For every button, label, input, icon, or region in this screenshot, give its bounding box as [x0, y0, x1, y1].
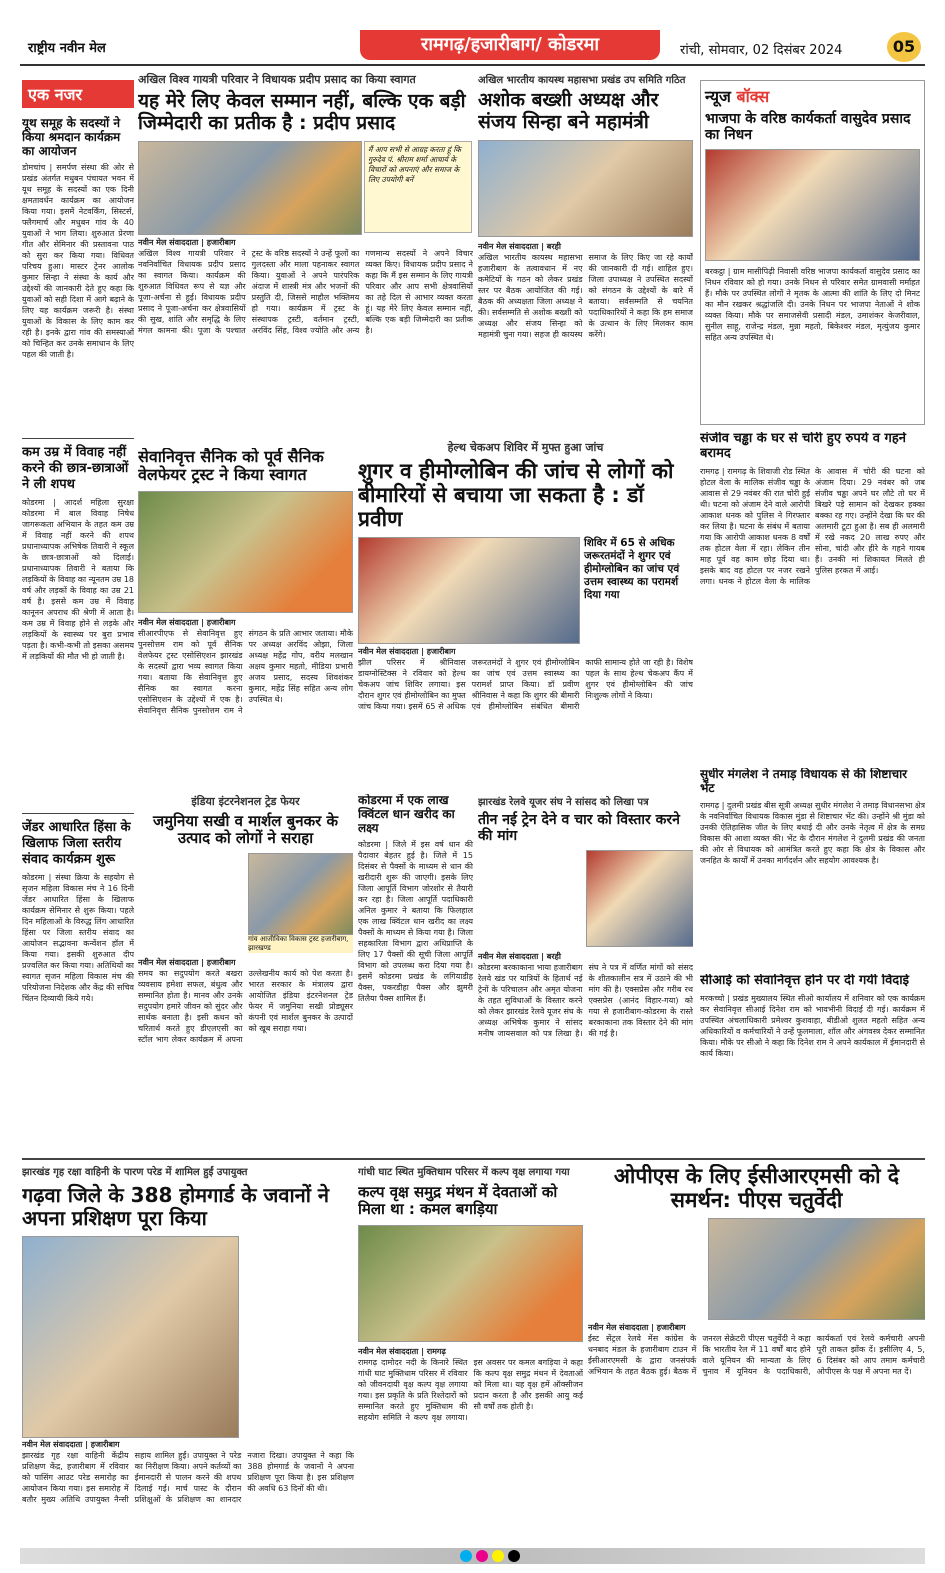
story-bullet: शिविर में 65 से अधिक जरूरतमंदों ने शुगर एवं हीमोग्लोबिन का जांच एवं उत्तम स्वास्थ्य का परामर्श दिया गया — [584, 537, 680, 602]
magenta-registration-mark — [476, 1550, 488, 1562]
story-headline: जमुनिया सखी व मार्शल बुनकर के उत्पाद को लोगों ने सराहा — [153, 812, 338, 848]
story-headline: शुगर व हीमोग्लोबिन की जांच से लोगों को बीमारियों से बचाया जा सकता है : डॉ प्रवीण — [358, 459, 674, 532]
story-photo-row — [138, 141, 473, 233]
story-text: अखिल भारतीय कायस्थ महासभा हजारीबाग के तत्वावधान में नए कमेटियों के गठन को लेकर प्रखंड स्तर पर बैठक आयोजित की गई। बैठक की अध्यक्षता जिला अध्यक्ष ने की। सर्वसम्मति से अशोक बख्शी को अध्यक्ष और संजय सिन्हा को महामंत्री चुना गया। सहज ही कायस्थ समाज के लिए किए जा रहे कार्यों की जानकारी दी गई। शाहिल हुए। जिला उपाध्यक्ष ने उपस्थित सदस्यों को संगठन के उद्देश्यों के बारे में बताया। सर्वसम्मति से चयनित पदाधिकारियों ने कहा कि हम समाज के उत्थान के लिए मिलकर काम करेंगे। — [478, 252, 693, 339]
story-kicker: झारखंड गृह रक्षा वाहिनी के पारण परेड में शामिल हुईं उपायुक्त — [22, 1167, 248, 1178]
story-text: कोडरमा | जिले में इस वर्ष धान की पैदावार बेहतर हुई है। जिले में 15 दिसंबर से पैक्सों के माध्यम से धान की खरीदारी शुरू की जाएगी। इसके लिए जिला आपूर्ति विभाग जोरशोर से तैयारी कर रहा है। जिला आपूर्ति पदाधिकारी अनिल कुमार ने बताया कि फिलहाल एक लाख क्विंटल धान खरीद का लक्ष्य पैक्सों के माध्यम से किया गया है। जिला सहकारिता विभाग द्वारा अधिप्राप्ति के लिए 17 पैक्सों की सूची जिला आपूर्ति विभाग को उपलब्ध करा दिया गया है। इसमें कोडरमा प्रखंड के लगियाडीह पैक्स, पकरडीहा पैक्स और झुमरी तिलैया पैक्स शामिल हैं। — [358, 840, 473, 1004]
sidebar-story-1 — [22, 116, 134, 432]
story-theft — [700, 432, 925, 762]
story-headline: सीआई को सेवानिवृत्त होने पर दी गयी विदाई — [700, 974, 909, 988]
story-kayastha — [478, 72, 693, 442]
story-headline: सुधीर मंगलेश ने तमाड़ विधायक से की शिष्टाचार भेंट — [700, 768, 908, 795]
story-text: झारखंड गृह रक्षा वाहिनी केंद्रीय प्रशिक्षण केंद्र, हजारीबाग में रविवार को पासिंग आउट परेड समारोह का आयोजन किया गया। इस समारोह में बतौर मुख्य अतिथि उपायुक्त नैन्सी सहाय शामिल हुईं। उपायुक्त ने परेड का निरीक्षण किया। अपने कर्तव्यों का ईमानदारी से पालन करने की शपथ दिलाई गई। मार्च पास्ट के दौरान प्रशिक्षुओं के प्रशिक्षण का शानदार नजारा दिखा। उपायुक्त ने कहा कि 388 होमगार्ड के जवानों ने अपना प्रशिक्षण पूरा किया है। इस प्रशिक्षण की अवधि 63 दिनों की थी। — [22, 1451, 354, 1504]
story-photo — [708, 1218, 925, 1320]
story-photo-row — [588, 1218, 925, 1318]
news-box-text: बरकट्ठा | ग्राम मासीपिढ़ी निवासी वरिष्ठ भाजपा कार्यकर्ता वासुदेव प्रसाद का निधन रविवार को हो गया। उनके निधन से परिवार समेत ग्रामवासी मर्माहत हैं। मौके पर उपस्थित लोगों ने मृतक के आत्मा की शांति के लिए दो मिनट का मौन रखकर श्रद्धांजलि दी। उनके निधन पर भाजपा नेताओं ने शोक व्यक्त किया। मौके पर समाजसेवी प्रसादी मंडल, उमाशंकर केजरीवाल, सुनील साहू, राजेन्द्र मंडल, मुन्ना महतो, बिकेश्वर मंडल, मृत्युंजय कुमार सहित अन्य उपस्थित थे। — [705, 267, 920, 343]
news-box-label-b: बॉक्स — [736, 87, 770, 106]
story-kalpavriksh — [358, 1164, 583, 1544]
story-photo-row — [358, 537, 693, 642]
story-headline: सेवानिवृत्त सैनिक को पूर्व सैनिक वेलफेयर ट्रस्ट ने किया स्वागत — [138, 448, 324, 485]
story-dateline: नवीन मेल संवाददाता | बरही — [478, 952, 561, 962]
story-gayatri — [138, 72, 473, 442]
story-text: समय का सदुपयोग करते बखरा व्यवसाय हमेशा सफल, बंधुत्व और सम्मानित होता है। मानव और उनके सदुपयोग हमारे जीवन को सुंदर और सार्थक बनाता है। इसी कथन को चरितार्थ करते हुए डीएलएसी का स्टॉल भाग लेकर कार्यक्रम में अपना उल्लेखनीय कार्य को पेश करता है। भारत सरकार के मंत्रालय द्वारा आयोजित इंडिया इंटरनेशनल ट्रेड फेयर में जमुनिया सखी प्रोड्यूसर कंपनी एवं मार्शल बुनकर के उत्पादों को खूब सराहा गया। — [138, 968, 353, 1044]
section-title: रामगढ़/हजारीबाग/ कोडरमा — [360, 30, 660, 60]
sidebar-label: एक नजर — [22, 80, 134, 108]
story-headline: तीन नई ट्रेन देने व चार को विस्तार करने की मांग — [478, 812, 680, 845]
sidebar-story-3 — [22, 820, 134, 1150]
story-dateline: नवीन मेल संवाददाता | हजारीबाग — [588, 1323, 686, 1333]
story-text: ईस्ट सेंट्रल रेलवे मेंस कांग्रेस के धनबाद मंडल के हजारीबाग टाउन में ईसीआरएमसी के द्वारा जनसंपर्क अभियान के तहत बैठक हुई। बैठक में जनरल सेक्रेटरी पीएस चतुर्वेदी ने कहा कि भारतीय रेल में 11 वर्षों बाद होने वाले यूनियन की मान्यता के लिए चुनाव में यूनियन के पदाधिकारी, कार्यकर्ता एवं रेलवे कर्मचारी अपनी पूरी ताकत झोंक दें। इसीलिए 4, 5, 6 दिसंबर को आप तमाम कर्मचारी ओपीएस के पक्ष में अपना मत दें। — [588, 1334, 925, 1377]
photo-caption: मैं आप सभी से आग्रह करता हूं कि गुरुदेव पं. श्रीराम शर्मा आचार्य के विचारों को अपनाएं और समाज के लिए उपयोगी बनें — [364, 141, 472, 233]
story-dateline: नवीन मेल संवाददाता | हजारीबाग — [138, 237, 236, 247]
story-kicker: हेल्थ चेकअप शिविर में मुफ्त हुआ जांच — [447, 441, 604, 454]
story-photo — [478, 140, 693, 237]
story-photo — [138, 141, 362, 235]
story-text: रामगढ़ दामोदर नदी के किनारे स्थित गांधी घाट मुक्तिधाम परिसर में रविवार को जीवनदायी वृक्ष कल्प वृक्ष लगाया गया। इस प्रकृति के प्रति रिश्तेदारों को सम्मानित करते हुए मुक्तिधाम की सहयोग समिति ने कल्प वृक्ष लगाया। इस अवसर पर कमल बगड़िया ने कहा कि कल्प वृक्ष समुद्र मंथन में देवताओं को मिला था। यह वृक्ष हमें ऑक्सीजन प्रदान करता है और इसकी आयु कई सौ वर्षों तक होती है। — [358, 1357, 583, 1422]
print-registration-strip — [20, 1548, 925, 1564]
story-photo — [586, 850, 693, 947]
news-box-headline: भाजपा के वरिष्ठ कार्यकर्ता वासुदेव प्रसाद का निधन — [705, 111, 911, 144]
masthead — [20, 30, 925, 66]
story-kicker: अखिल भारतीय कायस्थ महासभा प्रखंड उप समिति गठित — [478, 75, 686, 86]
story-railway — [478, 794, 693, 1154]
news-box-photo — [705, 149, 920, 261]
sidebar-story-text: कोडरमा | आदर्श महिला सुरक्षा कोडरमा में बाल विवाह निषेध जागरूकता अभियान के तहत कम उम्र में विवाह नहीं करने की शपथ प्रधानाध्यापक अभिषेक तिवारी ने स्कूल के छात्र-छात्राओं को दिलाई। प्रधानाध्यापक तिवारी ने बताया कि लड़कियों के विवाह का न्यूनतम उम्र 18 वर्ष और लड़कों के विवाह का उम्र 21 वर्ष है। इससे कम उम्र में विवाह कानूनन अपराध की श्रेणी में आता है। कम उम्र में विवाह होने से लड़के और लड़कियों के स्वास्थ्य पर बुरा प्रभाव पड़ता है। कभी-कभी तो इसका असमय में लड़कियों की मौत भी हो जाती है। — [22, 498, 134, 661]
story-dateline: नवीन मेल संवाददाता | हजारीबाग — [138, 617, 236, 627]
story-jamuniya — [138, 794, 353, 1154]
sidebar-story-2 — [22, 445, 134, 807]
story-ci-farewell — [700, 974, 925, 1154]
story-health — [358, 440, 693, 790]
story-headline: ओपीएस के लिए ईसीआरएमसी को दे समर्थन: पीएस चतुर्वेदी — [613, 1164, 900, 1213]
news-box-label — [705, 85, 920, 107]
page-number: 05 — [887, 32, 921, 62]
story-headline: संजीव चड्ढा के घर से चोरी हुए रुपये व गहने बरामद — [700, 432, 906, 461]
story-text: सीआरपीएफ से सेवानिवृत्त हुए पुनसोत्तम राम को पूर्व सैनिक वेलफेयर ट्रस्ट एसोसिएशन झारखंड के सदस्यों द्वारा भव्य स्वागत किया गया। बताया कि सेवानिवृत्त हुए सैनिक का स्वागत करना एसोसिएशन के उद्देश्यों में एक है। सेवानिवृत्त सैनिक पुनसोत्तम राम ने संगठन के प्रति आभार जताया। मौके पर अध्यक्ष अरविंद ओझा, जिला अध्यक्ष महेंद्र गोप, वरीय मलखान अक्षय कुमार महतो, मीडिया प्रभारी अजय प्रसाद, सदस्य शिवशंकर कुमार, महेंद्र सिंह सहित अन्य लोग उपस्थित थे। — [138, 628, 353, 715]
black-registration-mark — [508, 1550, 520, 1562]
story-headline: अशोक बख्शी अध्यक्ष और संजय सिन्हा बने महामंत्री — [478, 89, 659, 133]
story-kicker: गांधी घाट स्थित मुक्तिधाम परिसर में कल्प वृक्ष लगाया गया — [358, 1167, 570, 1178]
sidebar — [22, 80, 134, 1150]
story-kicker: झारखंड रेलवे यूजर संघ ने सांसद को लिखा पत्र — [478, 797, 649, 808]
story-dateline: नवीन मेल संवाददाता | हजारीबाग — [358, 647, 456, 657]
story-photo — [22, 1236, 239, 1438]
story-text: अखिल विश्व गायत्री परिवार ने नवनिर्वाचित विधायक प्रदीप प्रसाद का स्वागत किया। कार्यक्रम की शुरुआत विधिवत रूप से यज्ञ और पूजा-अर्चना से हुई। विधायक प्रदीप प्रसाद ने पूजा-अर्चना कर क्षेत्रवासियों की सुख, शांति और समृद्धि के लिए मंगल कामना की। पूजा के पश्चात ट्रस्ट के वरिष्ठ सदस्यों ने उन्हें फूलों का गुलदस्ता और माला पहनाकर स्वागत किया। युवाओं ने अपने पारंपरिक अंदाज में शास्त्री मंत्र और भजनों की प्रस्तुति दी, जिससे माहौल भक्तिमय हो गया। कार्यक्रम में ट्रस्ट के संस्थापक ट्रस्टी, वर्तमान ट्रस्टी, अरविंद सिंह, विश्व ज्योति और अन्य गणमान्य सदस्यों ने अपने विचार व्यक्त किए। विधायक प्रदीप प्रसाद ने कहा कि मैं इस सम्मान के लिए गायत्री परिवार और आप सभी क्षेत्रवासियों का तहे दिल से आभार व्यक्त करता हूं। यह मेरे लिए केवल सम्मान नहीं, बल्कि एक बड़ी जिम्मेदारी का प्रतीक है। — [138, 248, 473, 335]
cyan-registration-mark — [460, 1550, 472, 1562]
story-soldier — [138, 448, 353, 788]
story-dateline: नवीन मेल संवाददाता | बरही — [478, 241, 561, 251]
story-kicker: इंडिया इंटरनेशनल ट्रेड फेयर — [191, 795, 300, 808]
story-headline: कल्प वृक्ष समुद्र मंथन में देवताओं को मिला था : कमल बगड़िया — [358, 1183, 558, 1219]
story-homeguard — [22, 1164, 354, 1544]
story-photo — [358, 537, 580, 644]
story-dateline: नवीन मेल संवाददाता | हजारीबाग — [22, 1440, 120, 1449]
story-text: रामगढ़ | रामगढ़ के शिवाजी रोड स्थित होटल वेला के मालिक संजीव चड्ढा के आवास से 29 नवंबर की रात चोरी हुई थी। घटना को अंजाम देने वाले आरोपी आकाश धनक को पुलिस ने गिरफ्तार कर लिया है। घटना के संबंध में बताया गया कि आरोपी आकाश धनक 8 वर्षों तक होटल वेला में रहा। लेकिन तीन माह पूर्व वह काम छोड़ दिया था। इसके बाद वह होटल पर नजर रखने लगा। धनक ने होटल वेला के मालिक के आवास में चोरी की घटना को अंजाम दिया। 29 नवंबर को जब संजीव चड्ढा अपने घर लौटे तो घर में बिखरे पड़े सामान को देखकर हक्का बक्का रह गए। उन्होंने देखा कि घर की अलमारी टूटा हुआ है। सब ही अलमारी में रखे नकद 20 लाख रुपए और सोना, चांदी और हीरे के गहने गायब हैं। उनकी मां शिकायत मिलते ही पुलिस हरकत में आई। — [700, 466, 925, 586]
sidebar-story-title: कम उम्र में विवाह नहीं करने की छात्र-छात्राओं ने ली शपथ — [22, 445, 129, 492]
story-photo — [358, 1225, 583, 1342]
divider — [22, 813, 134, 814]
story-photo — [138, 491, 353, 613]
sidebar-story-title: यूथ समूह के सदस्यों ने किया श्रमदान कार्यक्रम का आयोजन — [22, 116, 121, 158]
story-text: झील परिसर में श्रीनिवास डायग्नोस्टिक्स ने रविवार को हेल्थ चेकअप जांच शिविर लगाया। इस दौरान शुगर एवं हीमोग्लोबिन का मुफ्त जांच किया गया। इसमें 65 से अधिक जरूरतमंदों ने शुगर एवं हीमोग्लोबिन का जांच एवं उत्तम स्वास्थ्य का परामर्श प्राप्त किया। डॉ प्रवीण श्रीनिवास ने कहा कि शुगर की बीमारी एवं हीमोग्लोबिन संबंधित बीमारी काफी सामान्य होते जा रही है। विशेष पहल के साथ हेल्थ चेकअप कैंप में शुगर एवं हीमोग्लोबिन की जांच निःशुल्क लोगों ने किया। — [358, 658, 693, 712]
story-text: रामगढ़ | दुलमी प्रखंड बीस सूत्री अध्यक्ष सुधीर मंगलेश ने तमाड़ विधानसभा क्षेत्र के नवनिर्वाचित विधायक विकास मुंडा से शिष्टाचार भेंट की। उन्होंने श्री मुंडा को उनकी ऐतिहासिक जीत के लिए बधाई दी और उनके नेतृत्व में क्षेत्र के समग्र विकास की आशा व्यक्त की। भेंट के दौरान मंगलेश ने दुलमी प्रखंड की जनता की ओर से विधायक को आमंत्रित करते हुए कहा कि क्षेत्र के विकास और जनहित के कार्यों में उनका मार्गदर्शन और सहयोग आवश्यक है। — [700, 800, 925, 865]
story-photo-row — [22, 1236, 354, 1436]
news-box-label-a: न्यूज — [705, 87, 731, 106]
story-paddy — [358, 794, 473, 1154]
story-kicker: अखिल विश्व गायत्री परिवार ने विधायक प्रदीप प्रसाद का किया स्वागत — [138, 73, 416, 86]
photo-caption: गांव आजीविका विकास ट्रस्ट हजारीबाग, झारखण्ड — [248, 935, 353, 953]
section-divider — [22, 1158, 925, 1160]
dateline: रांची, सोमवार, 02 दिसंबर 2024 — [680, 43, 843, 58]
story-text: मरकच्चो | प्रखंड मुख्यालय स्थित सीओ कार्यालय में शनिवार को एक कार्यक्रम कर सेवानिवृत्त सीआई दिनेश राम को भावभीनी विदाई दी गई। कार्यक्रम में उपस्थित अंचलाधिकारी प्रमेश्वर कुशवाहा, बीडीओ शुलत महतो सहित अन्य अधिकारियों व कर्मचारियों ने उन्हें फूलमाला, शॉल और अंगवस्त्र देकर सम्मानित किया। मौके पर सीओ ने कहा कि दिनेश राम ने अपने कार्यकाल में ईमानदारी से कार्य किया। — [700, 993, 925, 1058]
story-dateline: नवीन मेल संवाददाता | रामगढ़ — [358, 1346, 446, 1356]
divider — [22, 438, 134, 439]
story-ops — [588, 1164, 925, 1544]
news-box — [700, 80, 925, 425]
story-text: कोडरमा बरकाकाना भाया हजारीबाग रेलवे खंड पर यात्रियों के हितार्थ नई ट्रेनों के परिचालन और अमृत योजना के तहत सुविधाओं के विस्तार करने को लेकर झारखंड रेलवे यूजर संघ के अध्यक्ष अभिषेक कुमार ने सांसद मनीष जायसवाल को पत्र लिखा है। संघ ने पत्र में वर्णित मांगों को संसद के शीतकालीन सत्र में उठाने की भी मांग की है। एक्सप्रेस और गरीब रथ एक्सप्रेस (आनंद विहार-गया) को गया से हजारीबाग-कोडरमा के रास्ते बरकाकाना तक विस्तार देने की मांग की गई है। — [478, 963, 693, 1039]
sidebar-story-text: कोडरमा | संस्था क्रिया के सहयोग से सृजन महिला विकास मंच ने 16 दिनी जेंडर आधारित हिंसा के खिलाफ कार्यक्रम सेमिनार से शुरू किया। पहले दिन महिलाओं के विरुद्ध लिंग आधारित हिंसा पर जिला स्तरीय संवाद का आयोजन सद्भावना कन्वेंशन हॉल में किया गया। इसकी शुरुआत दीप प्रज्वलित कर किया गया। अतिथियों का स्वागत सृजन महिला विकास मंच की परियोजना निदेशक और केंद्र की सचिव चिंतन दिव्यायी किये गये। — [22, 873, 134, 1003]
sidebar-story-title: जेंडर आधारित हिंसा के खिलाफ जिला स्तरीय संवाद कार्यक्रम शुरू — [22, 820, 131, 867]
story-headline: गढ़वा जिले के 388 होमगार्ड के जवानों ने अपना प्रशिक्षण पूरा किया — [22, 1183, 330, 1230]
story-headline: यह मेरे लिए केवल सम्मान नहीं, बल्कि एक बड़ी जिम्मेदारी का प्रतीक है : प्रदीप प्रसाद — [138, 90, 466, 134]
sidebar-story-text: डोमचांच | समर्पण संस्था की ओर से प्रखंड अंतर्गत मधुबन पंचायत भवन में यूथ समूह के सदस्यों का एक दिनी क्षमतावर्धन कार्यक्रम का आयोजन किया गया। इसमें नेटवर्किंग, सिस्टर्स, फ्लैगमार्च और मधुबन गांव के 40 युवाओं ने भाग लिया। शुरुआत प्रेरणा गीत और सेमिनार की प्रस्तावना पाठ को सुरा कर किया गया। विधिवत परिचय हुआ। मास्टर ट्रेनर आलोक कुमार सिन्हा ने संस्था के कार्य और उद्देश्यों की जानकारी देते हुए कहा कि युवाओं को सही दिशा में आगे बढ़ाने के लिए यह कार्यक्रम जरूरी है। संस्था युवाओं के विकास के लिए काम कर रही है। इनके द्वारा गांव की समस्याओं को चिन्हित कर उनके समाधान के लिए पहल की जाती है। — [22, 163, 134, 359]
story-mangalesh — [700, 768, 925, 968]
story-dateline: नवीन मेल संवाददाता | हजारीबाग — [138, 957, 236, 967]
yellow-registration-mark — [492, 1550, 504, 1562]
paper-name: राष्ट्रीय नवीन मेल — [28, 41, 106, 56]
story-photo — [248, 853, 353, 935]
story-headline: कोडरमा में एक लाख क्विंटल धान खरीद का लक्ष्य — [358, 794, 455, 835]
